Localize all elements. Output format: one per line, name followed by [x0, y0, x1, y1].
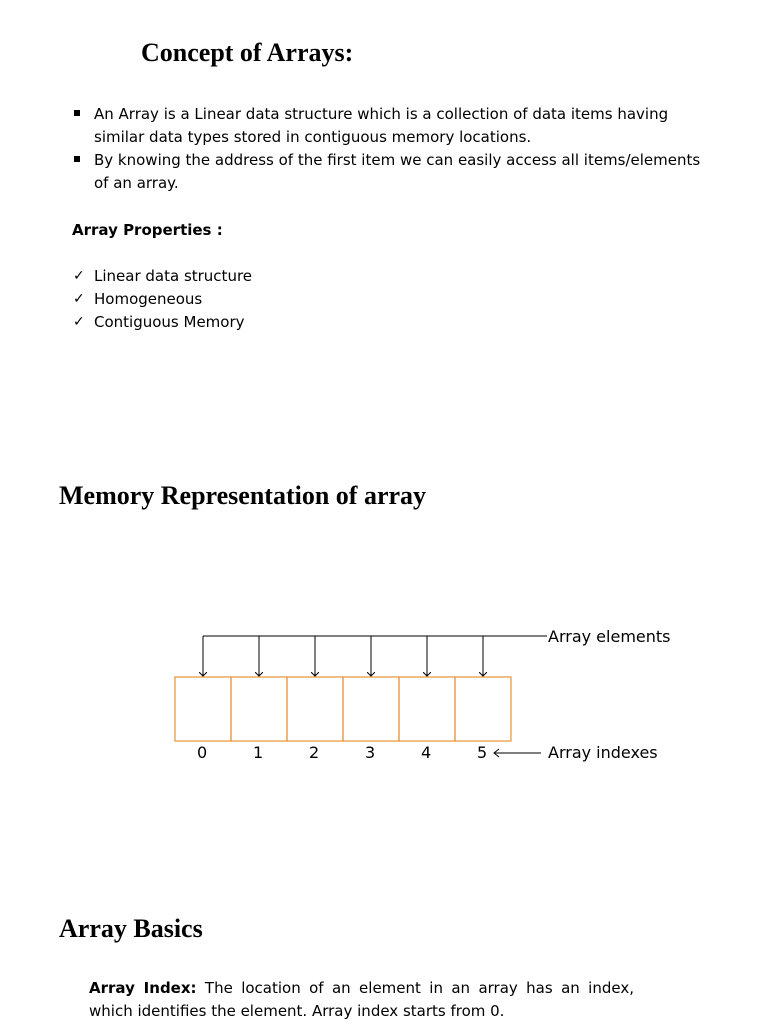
- array-index-number: 1: [253, 743, 264, 762]
- array-cell: [175, 677, 231, 741]
- array-index-number: 2: [309, 743, 320, 762]
- array-basics-heading: Array Basics: [59, 914, 203, 943]
- checkmark-icon: ✓: [73, 314, 85, 330]
- array-cell: [287, 677, 343, 741]
- square-bullet-icon: [74, 156, 80, 162]
- intro-bullet-item: [72, 149, 712, 195]
- array-memory-diagram: [0, 620, 768, 780]
- array-cell: [399, 677, 455, 741]
- array-properties-list: [72, 265, 252, 334]
- array-cell: [455, 677, 511, 741]
- array-index-number: 0: [197, 743, 208, 762]
- property-item: [72, 288, 252, 311]
- array-elements-label: Array elements: [548, 627, 671, 646]
- property-text: Contiguous Memory: [94, 313, 245, 331]
- array-cells: [175, 636, 511, 762]
- array-index-text: The location of an element in an array has an index, which identifies the element. Array index starts from 0.: [89, 979, 634, 1020]
- checkmark-icon: ✓: [73, 291, 85, 307]
- array-index-paragraph: [89, 977, 634, 1023]
- property-text: Linear data structure: [94, 267, 253, 285]
- intro-bullet-text: By knowing the address of the first item we can easily access all items/elements of an array.: [94, 151, 701, 192]
- array-index-number: 3: [365, 743, 376, 762]
- array-index-term: Array Index:: [89, 979, 197, 997]
- intro-bullet-item: [72, 103, 712, 149]
- intro-bullet-text: An Array is a Linear data structure which is a collection of data items having similar data types stored in contiguous memory locations.: [94, 105, 669, 146]
- concept-heading: Concept of Arrays:: [141, 38, 354, 67]
- array-diagram-svg: [0, 620, 768, 780]
- array-index-number: 5: [477, 743, 488, 762]
- square-bullet-icon: [74, 110, 80, 116]
- array-cell: [343, 677, 399, 741]
- array-cell: [231, 677, 287, 741]
- array-indexes-label: Array indexes: [548, 743, 658, 762]
- array-index-number: 4: [421, 743, 432, 762]
- property-text: Homogeneous: [94, 290, 203, 308]
- memory-representation-heading: Memory Representation of array: [59, 481, 427, 510]
- property-item: [72, 265, 252, 288]
- array-properties-label: Array Properties :: [72, 221, 223, 239]
- checkmark-icon: ✓: [73, 268, 85, 284]
- intro-bullet-list: [72, 103, 712, 195]
- property-item: [72, 311, 252, 334]
